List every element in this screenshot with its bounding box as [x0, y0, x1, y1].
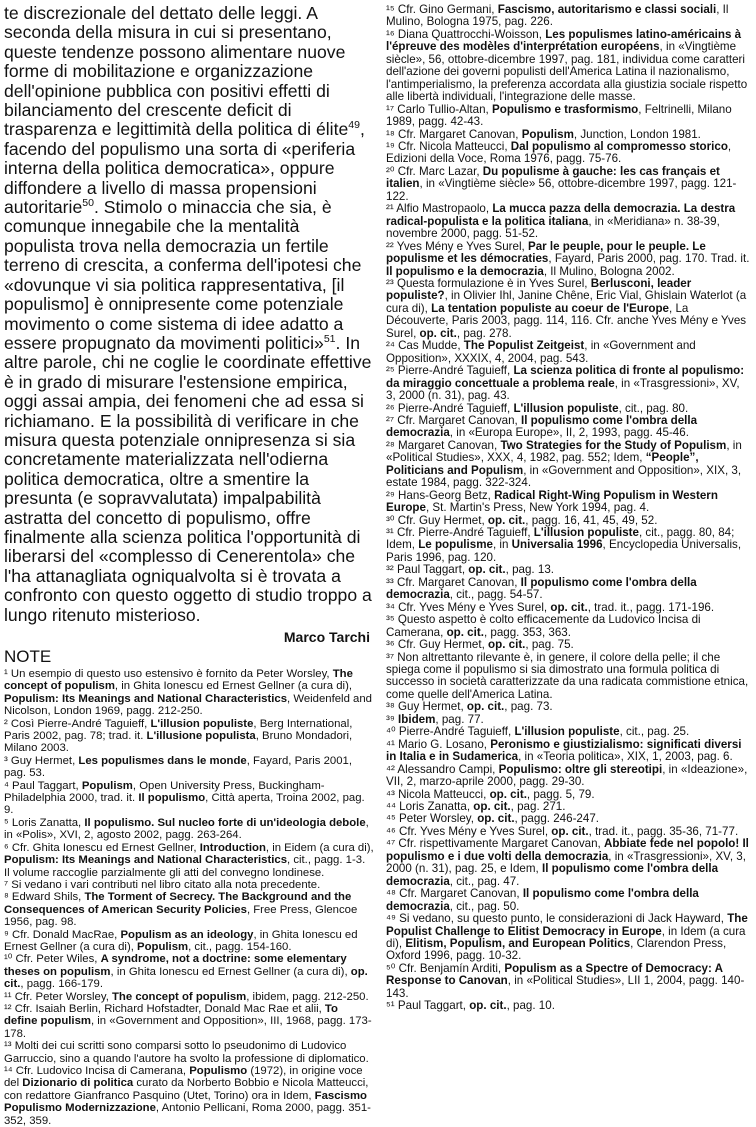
bold-title: op. cit. [488, 638, 526, 652]
text-run: , pag. 13. [505, 563, 554, 577]
bold-title: Les populismes latino-américains à l'épreuve des modèles d'interprétation européens [386, 27, 742, 54]
bold-title: A syndrome, not a doctrine: some elementary theses on populism [4, 953, 347, 978]
text-run: , cit., pag. 47. [449, 874, 520, 888]
text-run: ²⁹ Hans-Georg Betz, [386, 488, 495, 502]
text-run: , Free Press, Glencoe 1956, pag. 98. [4, 903, 358, 929]
footnote [4, 842, 374, 879]
text-run: , cit., pag. 80. [618, 401, 689, 415]
text-run: , cit., pag. 50. [449, 899, 520, 913]
bold-title: L'illusione populista [146, 730, 256, 743]
footnote [386, 104, 750, 129]
bold-title: Peronismo e giustizialismo: significati diversi in Italia e in Sudamerica [386, 737, 742, 764]
text-run: , pag. 73. [504, 700, 553, 714]
text-run: , pag. 77. [435, 712, 484, 726]
footnote [386, 764, 750, 789]
footnote [4, 879, 374, 891]
author-signature: Marco Tarchi [283, 629, 370, 645]
text-run: , pagg. 353, 363. [483, 625, 571, 639]
text-run: , in «Meridiana» n. 38-39, novembre 2000, pagg. 51-52. [386, 214, 720, 241]
text-run: , pag. 75. [525, 638, 574, 652]
text-run: , ibidem, pagg. 212-250. [246, 990, 369, 1003]
footnote [386, 166, 750, 203]
text-run: , Fayard, Paris 2001, pag. 53. [4, 754, 352, 780]
text-run: , cit., pagg. 80, 84; Idem, [386, 526, 735, 552]
bold-title: The concept of populism [112, 990, 247, 1003]
bold-title: The Torment of Secrecy. The Background and the Consequences of American Security Policies [4, 891, 352, 916]
footnote [386, 652, 750, 702]
text-run: ²⁷ Cfr. Margaret Canovan, [386, 413, 521, 427]
bold-title: The concept of populism [4, 668, 353, 693]
bold-title: op. cit. [419, 326, 457, 340]
bold-title: op. cit. [550, 600, 588, 614]
text-run: , pagg. 246-247. [514, 812, 599, 826]
text-run: ¹⁶ Diana Quattrocchi-Woisson, [386, 27, 546, 41]
bold-title: Les populismes dans le monde [78, 754, 247, 767]
text-run: ⁴⁰ Pierre-André Taguieff, [386, 725, 515, 739]
text-run: ¹⁰ Cfr. Peter Wiles, [4, 953, 101, 966]
text-run: , in «Political Studies», LII 1, 2004, pagg. 140-143. [386, 974, 745, 1000]
text-run: , trad. it., pagg. 171-196. [587, 600, 715, 614]
text-run: , St. Martin's Press, New York 1994, pag. 4. [425, 501, 650, 515]
bold-title: L'illusion populiste [533, 526, 639, 540]
footnote [4, 991, 374, 1003]
bold-title: La mucca pazza della democrazia. La destra radical-populista e la politica italiana [386, 202, 736, 228]
text-run: ⁴³ Nicola Matteucci, [386, 787, 490, 801]
bold-title: Il populismo come l'ombra della democrazia [386, 575, 697, 602]
text-run: , in «Political Studies», XXX, 4, 1982, pag. 552; Idem, [386, 438, 742, 465]
bold-title: Abbiate fede nel popolo! Il populismo e i due volti della democrazia [386, 837, 749, 863]
text-run: ⁴¹ Mario G. Losano, [386, 737, 491, 751]
text-run: , Berg International, Paris 2002, pag. 78; trad. it. [4, 717, 353, 743]
bold-title: Introduction [199, 841, 266, 854]
text-run: , in «Government and Opposition», XXXIX, 4, 2004, pag. 543. [386, 339, 696, 365]
footnote [4, 718, 374, 755]
footnote [386, 203, 750, 240]
text-run: ² Così Pierre-André Taguieff, [4, 717, 151, 730]
footnote [386, 141, 750, 166]
text-run: (1972), in origine voce del [4, 1065, 363, 1090]
text-run: ¹⁷ Carlo Tullio-Altan, [386, 102, 492, 116]
bold-title: Populism [521, 127, 574, 141]
text-run: , cit., pagg. 54-57. [449, 588, 543, 602]
bold-title: op. cit. [551, 824, 589, 838]
bold-title: Il populismo come l'ombra della democrazia [386, 413, 698, 440]
bold-title: op. cit. [4, 965, 368, 991]
text-run: ²⁴ Cas Mudde, [386, 339, 464, 353]
text-run: ⁴⁹ Si vedano, su questo punto, le considerazioni di Jack Hayward, [386, 912, 728, 926]
text-run: , Città aperta, Troina 2002, pag. 9. [4, 792, 365, 817]
text-run: ⁵ Loris Zanatta, [4, 816, 85, 829]
bold-title: Populism [81, 779, 133, 792]
footnote [4, 668, 374, 718]
text-run: ²² Yves Mény e Yves Surel, [386, 239, 528, 253]
text-run: , facendo del populismo una sorta di «periferia interna della politica democratica», oppure diffondere a livello di massa propensioni autoritarie [4, 119, 365, 218]
footnote [4, 817, 374, 842]
text-run: , in [492, 538, 512, 552]
bold-title: The Populist Challenge to Elitist Democracy in Europe [386, 912, 748, 938]
text-run: , in «Ideazione», VII, 2, marzo-aprile 2000, pagg. 29-30. [386, 762, 748, 789]
footnote-ref: 51 [323, 333, 336, 346]
text-run: ³⁶ Cfr. Guy Hermet, [386, 638, 489, 652]
bold-title: La scienza politica di fronte al populismo: da miraggio concettuale a problema reale [386, 364, 745, 390]
text-run: ³³ Cfr. Margaret Canovan, [386, 575, 521, 589]
text-run: ³⁸ Guy Hermet, [386, 700, 467, 714]
text-run: ⁵⁰ Cfr. Benjamín Arditi, [386, 961, 505, 975]
bold-title: L'illusion populiste [150, 717, 254, 730]
bold-title: Populismo [189, 1065, 248, 1077]
bold-title: Par le peuple, pour le peuple. Le populisme et les démocraties [386, 239, 706, 266]
text-run: , in «Trasgressioni», XV, 3, 2000 (n. 31), pag. 43. [386, 376, 740, 403]
text-run: ⁴⁷ Cfr. rispettivamente Margaret Canovan, [386, 837, 604, 851]
bold-title: Fascismo, autoritarismo e classi sociali [497, 3, 717, 16]
footnotes-left [4, 668, 374, 1127]
text-run: , Bruno Mondadori, Milano 2003. [4, 730, 353, 755]
bold-title: Dizionario di politica [22, 1077, 134, 1090]
bold-title: Il populismo come l'ombra della democrazia [386, 887, 699, 913]
text-run: , in Eidem (a cura di), [265, 841, 374, 854]
text-run: , cit., pagg. 1-3. Il volume raccoglie parzialmente gli atti del convegno londinese. [4, 854, 366, 879]
footnote [386, 913, 750, 963]
bold-title: op. cit. [477, 812, 515, 826]
bold-title: Two Strategies for the Study of Populism [500, 438, 727, 452]
footnote [386, 440, 750, 490]
bold-title: Du populisme à gauche: les cas français et italien [386, 164, 720, 191]
footnote [4, 780, 374, 817]
footnote [386, 888, 750, 913]
text-run: , Clarendon Press, Oxford 1996, pagg. 10-32. [386, 936, 727, 963]
text-run: ²³ Questa formulazione è in Yves Surel, [386, 276, 591, 290]
footnotes-right [386, 4, 750, 1013]
text-run: ¹¹ Cfr. Peter Worsley, [4, 990, 112, 1003]
text-run: , in Olivier Ihl, Janine Chêne, Eric Vial, Ghislain Waterlot (a cura di), [386, 289, 747, 315]
text-run: , Edizioni della Voce, Roma 1976, pagg. 75-76. [386, 139, 732, 166]
footnote [4, 929, 374, 954]
bold-title: op. cit. [446, 625, 484, 639]
text-run: ³⁵ Questo aspetto è colto efficacemente da Ludovico Incisa di Camerana, [386, 613, 701, 639]
bold-title: Populism: Its Meanings and National Characteristics [4, 692, 288, 705]
text-run: , pagg. 166-179. [20, 978, 104, 991]
bold-title: The Populist Zeitgeist [463, 339, 585, 353]
bold-title: Le populisme [418, 538, 493, 552]
footnote [4, 1065, 374, 1127]
text-run: , in Ghita Ionescu ed Ernest Gellner (a cura di), [110, 965, 351, 978]
text-run: , pagg. 16, 41, 45, 49, 52. [525, 513, 658, 527]
footnote [4, 953, 374, 990]
text-run: ²⁶ Pierre-André Taguieff, [386, 401, 514, 415]
bold-title: op. cit. [489, 787, 527, 801]
text-run: , in Idem (a cura di), [386, 924, 746, 950]
footnote-ref: 49 [348, 119, 360, 132]
bold-title: Universalia 1996 [511, 538, 603, 552]
notes-heading: NOTE [4, 647, 52, 666]
footnote [4, 1003, 374, 1040]
footnote [386, 29, 750, 104]
text-run: ⁴ Paul Taggart, [4, 779, 82, 792]
text-run: , La Découverte, Paris 2003, pagg. 114, 116. Cfr. anche Yves Mény e Yves Surel, [386, 301, 747, 340]
bold-title: Populism as an ideology [120, 928, 254, 941]
text-run: , in «Polis», XVI, 2, agosto 2002, pagg. 263-264. [4, 816, 369, 842]
bold-title: Il populismo come l'ombra della democrazia [386, 862, 719, 888]
footnote [4, 891, 374, 928]
bold-title: Il populismo e la democrazia [386, 264, 544, 278]
bold-title: Elitism, Populism, and European Politics [405, 936, 631, 950]
bold-title: Ibidem [398, 712, 436, 726]
left-column [4, 4, 374, 1127]
text-run: ²⁰ Cfr. Marc Lazar, [386, 164, 483, 178]
text-run: , pagg. 5, 79. [526, 787, 595, 801]
text-run: ⁴⁴ Loris Zanatta, [386, 800, 474, 813]
footnote [386, 527, 750, 564]
bold-title: Populism as a Spectre of Democracy: A Response to Canovan [386, 961, 723, 988]
footnote [386, 278, 750, 340]
bold-title: Il populismo [138, 792, 206, 805]
bold-title: Fascismo Populismo Modernizzazione [4, 1089, 367, 1115]
bold-title: op. cit. [468, 563, 506, 577]
footnote-ref: 50 [82, 197, 94, 210]
text-run: ³ Guy Hermet, [4, 754, 79, 767]
bold-title: Populismo: oltre gli stereotipi [498, 762, 663, 776]
text-run: , Antonio Pellicani, Roma 2000, pagg. 351-352, 359. [4, 1102, 371, 1127]
text-run: ¹² Cfr. Isaiah Berlin, Richard Hofstadter, Donald Mac Rae et alii, [4, 1002, 325, 1015]
text-run: , pag. 278. [456, 326, 512, 340]
text-run: ¹⁵ Cfr. Gino Germani, [386, 3, 498, 16]
footnote [386, 739, 750, 764]
article-body-text [4, 4, 374, 625]
text-run: ⁶ Cfr. Ghita Ionescu ed Ernest Gellner, [4, 841, 200, 854]
footnote [386, 4, 750, 29]
text-run: ³⁴ Cfr. Yves Mény e Yves Surel, [386, 600, 551, 614]
text-run: ⁴⁵ Peter Worsley, [386, 812, 478, 826]
bold-title: Dal populismo al compromesso storico [510, 139, 728, 153]
text-run: , Feltrinelli, Milano 1989, pagg. 42-43. [386, 102, 732, 129]
text-run: , in «Vingtième siècle» 56, ottobre-dicembre 1997, pagg. 121-122. [386, 177, 737, 203]
footnote [386, 490, 750, 515]
bold-title: Populism: Its Meanings and National Characteristics [4, 854, 288, 867]
text-run: ¹⁸ Cfr. Margaret Canovan, [386, 127, 522, 141]
text-run: ⁸ Edward Shils, [4, 891, 85, 904]
text-run: , pag. 271. [510, 800, 566, 813]
text-run: ³⁹ [386, 712, 399, 726]
text-run: , Encyclopedia Universalis, Paris 1996, pag. 120. [386, 538, 742, 564]
bold-title: Berlusconi, leader populiste? [386, 276, 692, 303]
footnote [386, 415, 750, 440]
text-run: ²⁵ Pierre-André Taguieff, [386, 364, 514, 378]
footnote [386, 577, 750, 602]
text-run: ⁴⁸ Cfr. Margaret Canovan, [386, 887, 523, 901]
text-run: ¹³ Molti dei cui scritti sono comparsi sotto lo pseudonimo di Ludovico Garruccio, sino a quando l'autore ha svolto la professione di diplomatico. [4, 1040, 369, 1065]
bold-title: Populism [137, 940, 189, 953]
footnote [386, 365, 750, 402]
text-run: , in «Europa Europe», II, 2, 1993, pagg. 45-46. [449, 426, 689, 440]
right-column [386, 4, 750, 1013]
footnote [386, 340, 750, 365]
text-run: te discrezionale del dettato delle leggi. A seconda della misura in cui si presentano, queste tendenze possono alimentare nuove forme di mobilitazione e organizzazione dell'opinione pubblica con positivi effetti di bilanciamento del crescente deficit di trasparenza e legittimità della politica di élite [4, 3, 349, 140]
bold-title: Il populismo. Sul nucleo forte di un'ideologia debole [84, 816, 366, 829]
text-run: ⁴⁶ Cfr. Yves Mény e Yves Surel, [386, 824, 552, 838]
bold-title: To define populism [4, 1002, 338, 1028]
bold-title: op. cit. [466, 700, 505, 714]
footnote [4, 755, 374, 780]
text-run: , Open University Press, Buckingham-Philadelphia 2000, trad. it. [4, 779, 325, 805]
text-run: ³⁰ Cfr. Guy Hermet, [386, 513, 488, 527]
text-run: ⁷ Si vedano i vari contributi nel libro citato alla nota precedente. [4, 878, 321, 891]
text-run: , trad. it., pagg. 35-36, 71-77. [588, 824, 739, 838]
bold-title: L'illusion populiste [513, 401, 619, 415]
bold-title: “People”, Politicians and Populism [386, 451, 699, 477]
text-run: ³¹ Cfr. Pierre-André Taguieff, [386, 526, 534, 540]
text-run: , Fayard, Paris 2000, pag. 170. Trad. it. [548, 252, 750, 266]
text-run: , cit., pagg. 154-160. [188, 940, 292, 953]
text-run: ¹⁴ Cfr. Ludovico Incisa di Camerana, [4, 1065, 190, 1077]
text-run: , in «Teoria politica», XIX, 1, 2003, pag. 6. [518, 750, 733, 764]
bold-title: La tentation populiste au coeur de l'Europe [431, 301, 669, 315]
text-run: ³² Paul Taggart, [386, 563, 469, 577]
bold-title: op. cit. [487, 513, 526, 527]
footnote [386, 614, 750, 639]
text-run: , in «Government and Opposition», III, 1968, pagg. 173-178. [4, 1015, 372, 1040]
text-run: , in Ghita Ionescu ed Ernest Gellner (a cura di), [114, 680, 352, 693]
bold-title: op. cit. [473, 800, 511, 813]
footnote [386, 1000, 750, 1012]
bold-title: Populismo e trasformismo [492, 102, 639, 116]
text-run: ¹⁹ Cfr. Nicola Matteucci, [386, 139, 511, 153]
bold-title: L'illusion populiste [514, 725, 620, 739]
text-run: ¹ Un esempio di questo uso estensivo è fornito da Peter Worsley, [4, 668, 333, 680]
text-run: , pag. 10. [506, 999, 555, 1013]
footnote [4, 1040, 374, 1065]
text-run: , in Ghita Ionescu ed Ernest Gellner (a cura di), [4, 928, 358, 953]
text-run: , Il Mulino, Bologna 2002. [543, 264, 675, 278]
text-run: ²¹ Alfio Mastropaolo, [386, 202, 493, 216]
footnote [386, 963, 750, 1000]
text-run: , in «Trasgressioni», XV, 3, 2000 (n. 31), pag. 25, e Idem, [386, 849, 746, 876]
bold-title: Radical Right-Wing Populism in Western Europe [386, 488, 718, 515]
bold-title: op. cit. [469, 999, 507, 1013]
text-run: ⁹ Cfr. Donald MacRae, [4, 928, 121, 941]
text-run: , in «Vingtième siècle», 56, ottobre-dicembre 1997, pag. 181, individua come caratteri dell'azione dei governi populisti dell'America Latina il nazionalismo, l'antimperialismo, la preferenza accordata alla giustizia sociale rispetto alle libertà individuali, l'integrazione delle masse. [386, 40, 748, 104]
text-run: , Il Mulino, Bologna 1975, pag. 226. [386, 3, 729, 29]
text-run: , Weidenfeld and Nicolson, London 1969, pagg. 212-250. [4, 692, 372, 718]
text-run: ⁵¹ Paul Taggart, [386, 999, 470, 1013]
text-run: . Stimolo o minaccia che sia, è comunque innegabile che la mentalità populista trova nella democrazia un fertile terreno di crescita, a conferma dell'ipotesi che «dovunque vi sia politica rappresentativa, [il populismo] è onnipresente come potenziale movimento o come sistema di idee adatto a essere propugnato da movimenti politici» [4, 197, 362, 353]
text-run: ²⁸ Margaret Canovan, [386, 438, 501, 452]
footnote [386, 838, 750, 888]
text-run: , Junction, London 1981. [573, 127, 701, 141]
text-run: curato da Norberto Bobbio e Nicola Matteucci, con redattore Gianfranco Pasquino (Utet, Torino) ora in Idem, [4, 1077, 369, 1102]
text-run: , cit., pag. 25. [619, 725, 690, 739]
text-run: ³⁷ Non altrettanto rilevante è, in genere, il colore della pelle; il che spiega come il populismo si sia dimostrato una formula politica di successo in società caratterizzate da una radicata commistione etnica, come quelle dell'America Latina. [386, 650, 749, 701]
footnote [386, 241, 750, 278]
text-run: , in «Government and Opposition», XIX, 3, estate 1984, pagg. 322-324. [386, 463, 742, 490]
text-run: ⁴² Alessandro Campi, [386, 762, 499, 776]
text-run: . In altre parole, chi ne coglie le coordinate effettive è in grado di misurare l'estensione empirica, oggi assai ampia, dei fenomeni che ad essa si richiamano. E la possibilità di verificare in che misura questa potenziale onnipresenza si sia concretamente materializzata nell'odierna politica democratica, oltre a smentire la presunta (e sopravvalutata) impalpabilità astratta del concetto di populismo, offre finalmente alla scienza politica l'opportunità di liberarsi del «complesso di Cenerentola» che l'ha attanagliata ogniqualvolta si è trovata a confronto con questo oggetto di studio troppo a lungo ritenuto misterioso. [4, 332, 372, 625]
